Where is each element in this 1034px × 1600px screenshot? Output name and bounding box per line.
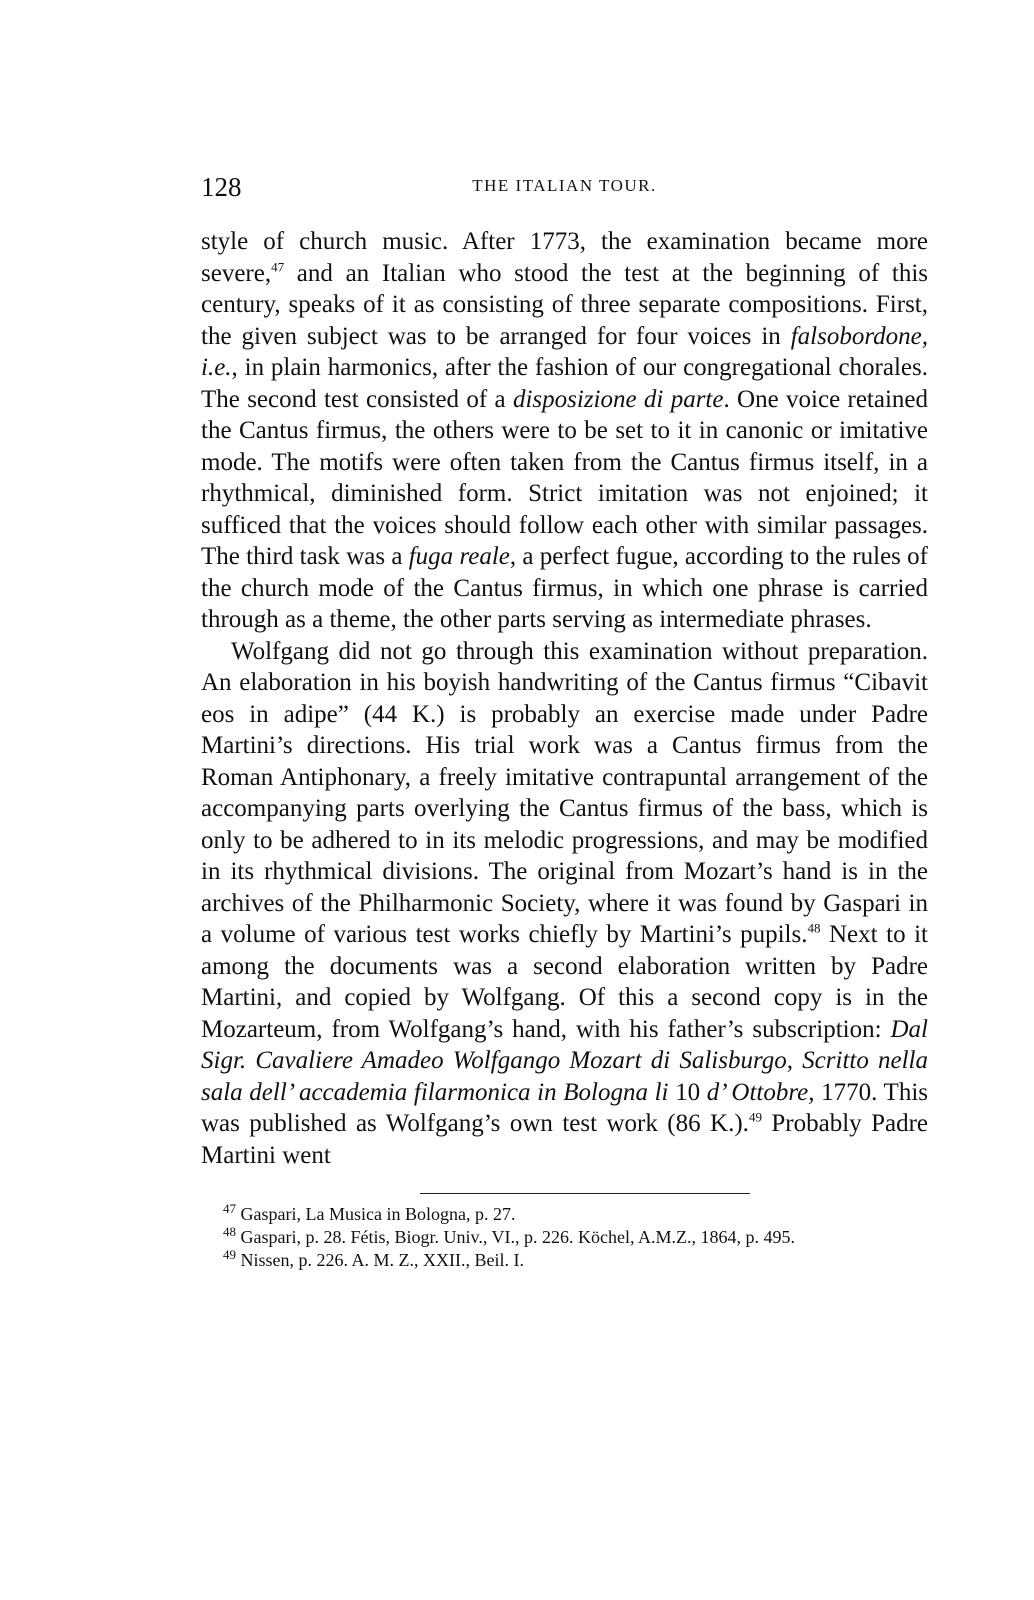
text-run: , a perfect fugue, according to the rules of the church mode of the Cantus firmus, in which one phrase is carried through as a theme, the other parts serving as intermediate phrases.	[201, 543, 929, 633]
text-run: style of church music. After 1773, the examination became more severe,	[201, 228, 928, 287]
italic-text: Dal Sigr. Cavaliere Amadeo Wolfgango Mozart di Salisburgo, Scritto nella sala dell’ accademia filarmonica in Bologna li	[201, 1015, 928, 1106]
italic-text: d’ Ottobre,	[706, 1078, 815, 1106]
footnote-marker: 48	[807, 920, 821, 936]
page-number: 128	[201, 172, 242, 202]
footnote-number: 48	[223, 1224, 236, 1239]
text-run: Wolfgang did not go through this examination without preparation. An elaboration in his boyish handwriting of the Cantus firmus “Cibavit eos in adipe” (44 K.) is probably an exercise made under Padre Martini’s directions. His trial work was a Cantus firmus from the Roman Antiphonary, a freely imitative contrapuntal arrangement of the accompanying parts overlying the Cantus firmus of the bass, which is only to be adhered to in its melodic progressions, and may be modified in its rhythmical divisions. The original from Mozart’s hand is in the archives of the Philharmonic Society, where it was found by Gaspari in a volume of various test works chiefly by Martini’s pupils.	[201, 637, 928, 948]
body-text	[201, 226, 928, 1171]
text-run: , in plain harmonics, after the fashion of our congregational chorales. The second test consisted of a	[201, 354, 928, 413]
footnote-text: Gaspari, p. 28. Fétis, Biogr. Univ., VI., p. 226. Köchel, A.M.Z., 1864, p. 495.	[240, 1227, 795, 1247]
footnote	[201, 1226, 928, 1249]
footnotes	[201, 1203, 928, 1272]
text-run: Probably Padre Martini went	[201, 1110, 928, 1169]
footnote-text: Gaspari, La Musica in Bologna, p. 27.	[240, 1204, 516, 1224]
italic-text: disposizione di parte	[512, 385, 724, 413]
text-run: Next to it among the documents was a second elaboration written by Padre Martini, and copied by Wolfgang. Of this a second copy is in the Mozarteum, from Wolfgang’s hand, with his father’s subscription:	[201, 921, 928, 1043]
running-head: THE ITALIAN TOUR.	[472, 176, 657, 195]
footnote	[201, 1203, 928, 1226]
text-run: 10	[668, 1078, 707, 1106]
text-run: 1770. This was published as Wolfgang’s own test work (86 K.).	[201, 1078, 928, 1137]
text-run: and an Italian who stood the test at the beginning of this century, speaks of it as consisting of three separate compositions. First, the given subject was to be arranged for four voices in	[201, 259, 928, 350]
footnote-marker: 47	[271, 259, 285, 275]
footnote-marker: 49	[748, 1109, 762, 1125]
italic-text: falsobordone, i.e.	[201, 322, 928, 381]
footnote-number: 49	[223, 1247, 236, 1262]
footnote-text: Nissen, p. 226. A. M. Z., XXII., Beil. I.	[240, 1250, 524, 1270]
footnote-divider	[420, 1193, 750, 1194]
paragraph	[201, 636, 928, 1172]
page-header	[201, 172, 928, 202]
footnote-number: 47	[223, 1201, 236, 1216]
italic-text: fuga reale	[408, 543, 510, 570]
text-run: . One voice retained the Cantus firmus, the others were to be set to it in canonic or imitative mode. The motifs were often taken from the Cantus firmus itself, in a rhythmical, diminished form. Strict imitation was not enjoined; it sufficed that the voices should follow each other with similar passages. The third task was a	[201, 385, 929, 570]
footnote	[201, 1249, 928, 1272]
paragraph	[201, 226, 928, 636]
